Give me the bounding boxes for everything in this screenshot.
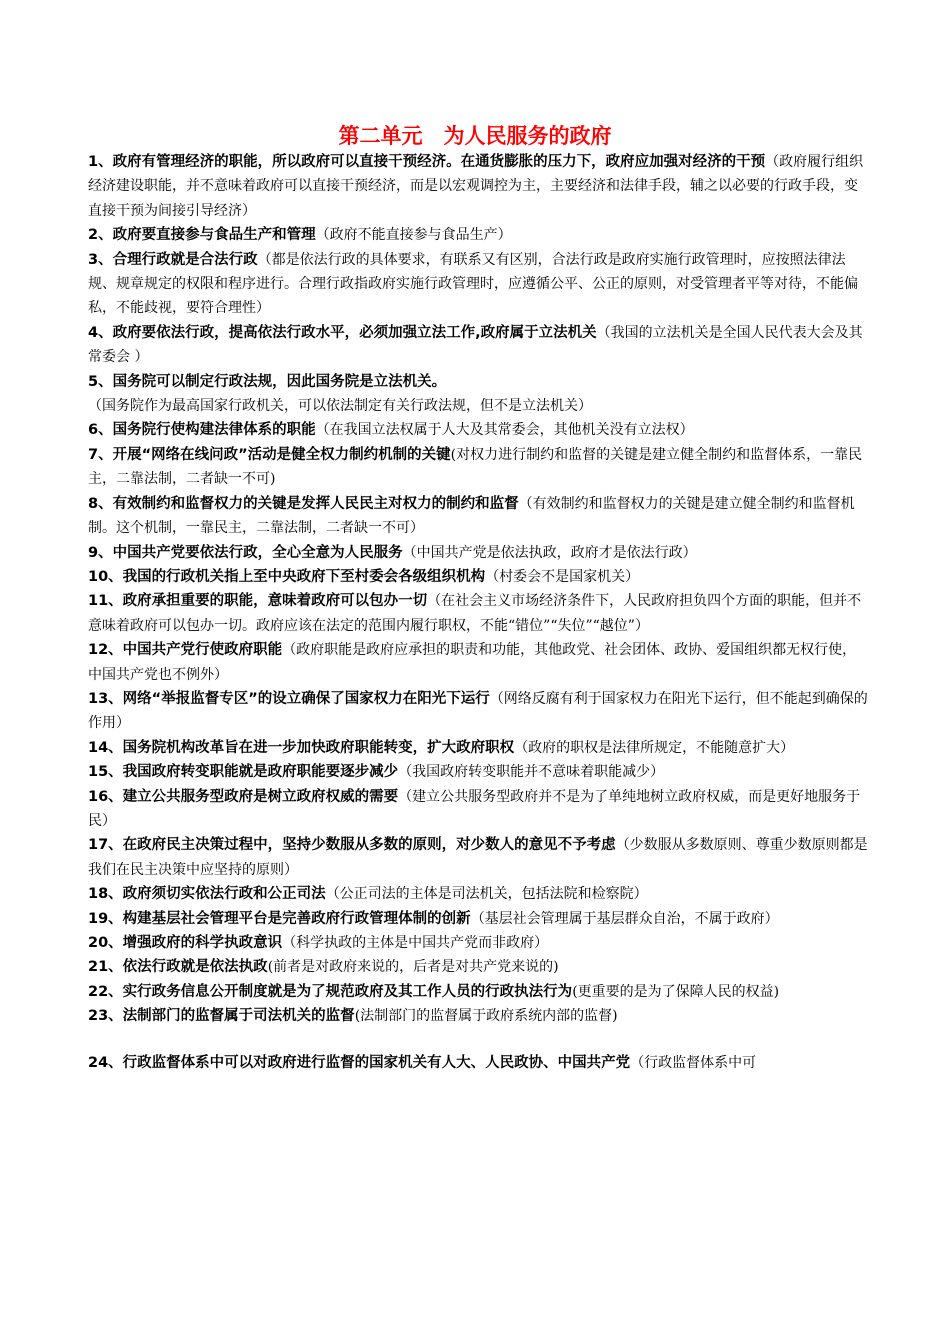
item-statement: 18、政府须切实依法行政和公正司法 (88, 886, 326, 903)
item-explanation: （我国的立法机关是全国人民代表大会及其常委会 ） (88, 324, 863, 366)
item-explanation: （在我国立法权属于人大及其常委会，其他机关没有立法权） (315, 422, 694, 439)
item-explanation: (前者是对政府来说的，后者是对共产党来说的) (267, 959, 559, 976)
item-statement: 5、国务院可以制定行政法规，因此国务院是立法机关。 (88, 373, 447, 390)
list-item (88, 955, 868, 979)
list-item (88, 321, 868, 370)
item-explanation: （政府的职权是法律所规定，不能随意扩大） (514, 739, 795, 756)
item-explanation: (更重要的是为了保障人民的权益) (572, 983, 780, 1000)
list-item (88, 785, 868, 834)
item-statement: 13、网络“举报监督专区”的设立确保了国家权力在阳光下运行 (88, 690, 490, 707)
item-explanation: （国务院作为最高国家行政机关，可以依法制定有关行政法规，但不是立法机关） (88, 398, 592, 415)
list-item (88, 443, 868, 492)
list-item (88, 833, 868, 882)
item-statement: 2、政府要直接参与食品生产和管理 (88, 227, 316, 244)
list-item (88, 223, 868, 247)
page-title: 第二单元 为人民服务的政府 (338, 123, 612, 148)
item-statement: 11、政府承担重要的职能，意味着政府可以包办一切 (88, 593, 428, 610)
item-statement: 19、构建基层社会管理平台是完善政府行政管理体制的创新 (88, 910, 471, 927)
item-explanation: （我国政府转变职能并不意味着职能减少） (398, 764, 665, 781)
list-item (88, 638, 868, 687)
item-statement: 14、国务院机构改革旨在进一步加快政府职能转变，扩大政府职权 (88, 739, 515, 756)
item-explanation: （都是依法行政的具体要求，有联系又有区别，合法行政是政府实施行政管理时，应按照法律法规、规章规定的权限和程序进行。合理行政指政府实施行政管理时，应遵循公平、公正的原则，对受管理者平等对待，不能偏私，不能歧视，要符合理性） (88, 251, 858, 317)
item-explanation: （政府履行组织经济建设职能，并不意味着政府可以直接干预经济，而是以宏观调控为主，主要经济和法律手段，辅之以必要的行政手段，变直接干预为间接引导经济） (88, 154, 864, 219)
item-explanation: （中国共产党是依法执政，政府才是依法行政） (402, 544, 697, 561)
item-statement: 21、依法行政就是依法执政 (88, 959, 268, 976)
list-item (88, 418, 868, 442)
item-statement: 4、政府要依法行政，提高依法行政水平，必须加强立法工作,政府属于立法机关 (88, 324, 597, 341)
list-item (88, 736, 868, 760)
list-item (88, 1004, 868, 1028)
list-item (88, 907, 868, 931)
item-explanation: （行政监督体系中可 (630, 1054, 757, 1071)
item-statement: 3、合理行政就是合法行政 (88, 251, 258, 268)
list-item (88, 589, 868, 638)
item-statement: 24、行政监督体系中可以对政府进行监督的国家机关有人大、人民政协、中国共产党 (88, 1054, 631, 1071)
item-statement: 8、有效制约和监督权力的关键是发挥人民民主对权力的制约和监督 (88, 495, 519, 512)
list-item (88, 150, 868, 223)
list-item (88, 882, 868, 906)
item-explanation: （少数服从多数原则、尊重少数原则都是我们在民主决策中应坚持的原则） (88, 837, 868, 878)
list-item (88, 565, 868, 589)
item-statement: 20、增强政府的科学执政意识 (88, 935, 283, 951)
list-item (88, 687, 868, 736)
item-statement: 16、建立公共服务型政府是树立政府权威的需要 (88, 788, 399, 805)
list-item (88, 760, 868, 784)
list-item (88, 1051, 868, 1075)
item-statement: 1、政府有管理经济的职能，所以政府可以直接干预经济。在通货膨胀的压力下，政府应加强对经济的干预 (88, 154, 766, 170)
item-explanation: （政府职能是政府应承担的职责和功能，其他政党、社会团体、政协、爱国组织都无权行使，中国共产党也不例外） (88, 642, 857, 683)
item-statement: 17、在政府民主决策过程中，坚持少数服从多数的原则，对少数人的意见不予考虑 (88, 837, 616, 854)
list-item (88, 931, 868, 955)
document-body (88, 150, 868, 1075)
item-explanation: (对权力进行制约和监督的关键是建立健全制约和监督体系，一靠民主，二靠法制，二者缺一不可) (88, 446, 863, 488)
item-statement: 22、实行政务信息公开制度就是为了规范政府及其工作人员的行政执法行为 (88, 983, 573, 1000)
item-explanation: （建立公共服务型政府并不是为了单纯地树立政府权威，而是更好地服务于民） (88, 788, 861, 829)
list-item (88, 248, 868, 321)
item-explanation: （有效制约和监督权力的关键是建立健全制约和监督机制。这个机制，一靠民主，二靠法制，二者缺一不可） (88, 495, 855, 537)
list-item (88, 980, 868, 1004)
item-explanation: （村委会不是国家机关） (485, 568, 640, 585)
list-item (88, 492, 868, 541)
item-statement: 15、我国政府转变职能就是政府职能要逐步减少 (88, 764, 399, 781)
item-statement: 9、中国共产党要依法行政，全心全意为人民服务 (88, 544, 403, 561)
list-item (88, 370, 868, 419)
item-explanation: （在社会主义市场经济条件下，人民政府担负四个方面的职能，但并不意味着政府可以包办一切。政府应该在法定的范围内履行职权，不能“错位”“失位”“越位”） (88, 593, 862, 634)
item-explanation: (法制部门的监督属于政府系统内部的监督) (354, 1008, 618, 1025)
item-statement: 12、中国共产党行使政府职能 (88, 642, 283, 659)
item-explanation: （公正司法的主体是司法机关，包括法院和检察院） (325, 886, 648, 903)
list-item (88, 541, 868, 565)
item-explanation: （科学执政的主体是中国共产党而非政府） (282, 935, 549, 951)
item-explanation: （基层社会管理属于基层群众自治，不属于政府） (470, 910, 779, 927)
item-statement: 23、法制部门的监督属于司法机关的监督 (88, 1008, 355, 1025)
item-explanation: （政府不能直接参与食品生产） (315, 227, 512, 244)
item-statement: 10、我国的行政机关指上至中央政府下至村委会各级组织机构 (88, 568, 486, 585)
item-explanation: （网络反腐有利于国家权力在阳光下运行，但不能起到确保的作用） (88, 690, 868, 732)
item-statement: 7、开展“网络在线问政”活动是健全权力制约机制的关键 (88, 446, 451, 463)
item-statement: 6、国务院行使构建法律体系的职能 (88, 422, 316, 439)
